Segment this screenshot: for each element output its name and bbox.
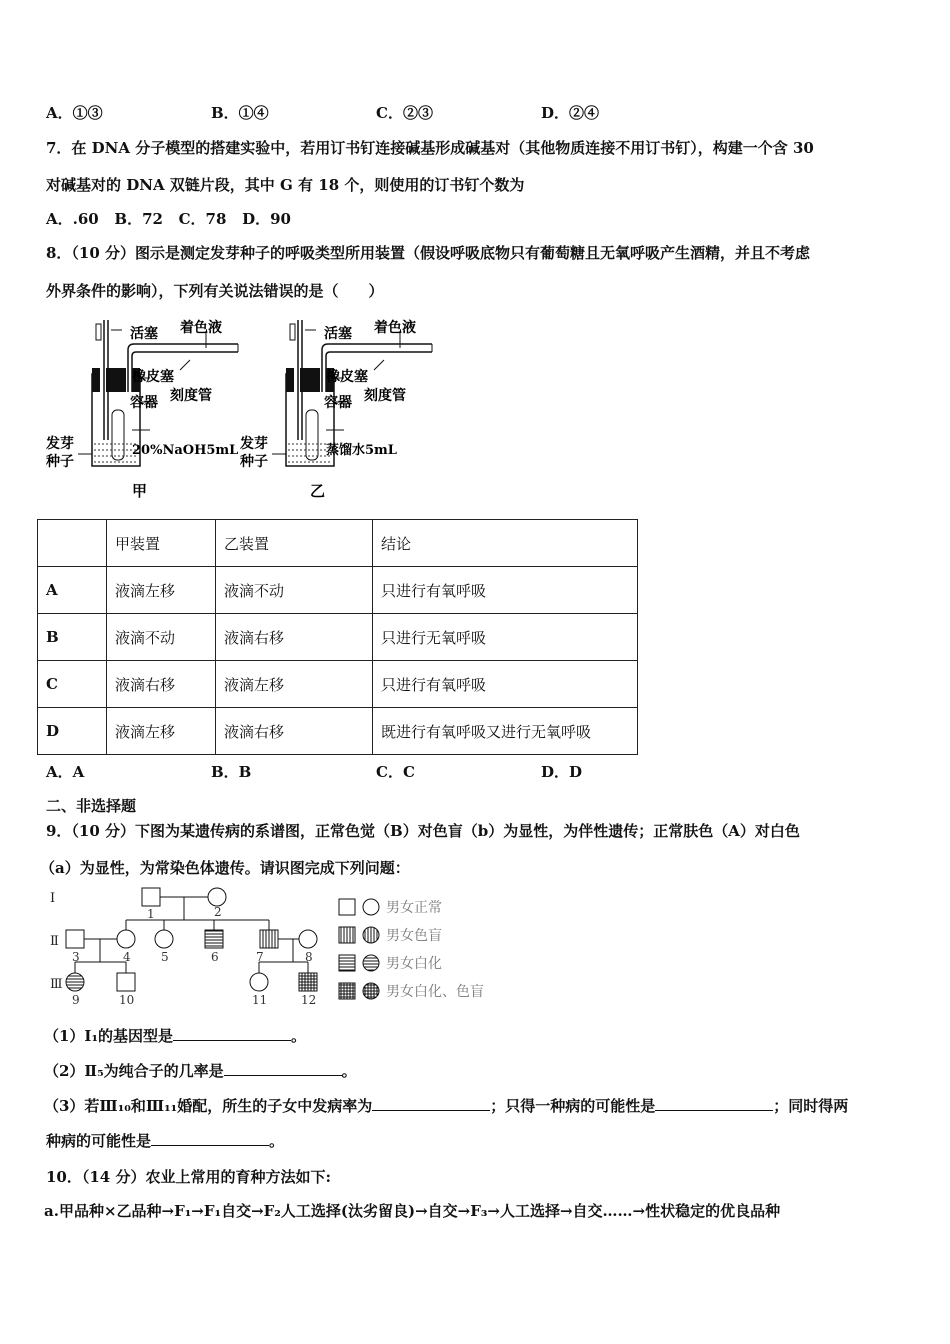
table-cell: 只进行无氧呼吸 (373, 614, 638, 661)
period: 。 (269, 1132, 285, 1150)
table-header-cell: 甲装置 (107, 520, 216, 567)
table-header-cell: 结论 (373, 520, 638, 567)
table-cell: D (38, 708, 107, 755)
q9-sub3-text-d: 种病的可能性是 (46, 1132, 152, 1150)
ped-num-11: 11 (252, 993, 268, 1007)
q9-sub3-text-b: ；只得一种病的可能性是 (490, 1097, 656, 1115)
pedigree-chart (40, 882, 510, 1012)
ped-num-12: 12 (301, 993, 317, 1007)
q9-sub3-cont (46, 1130, 284, 1151)
answer-blank[interactable] (372, 1096, 490, 1111)
gen-label-2: Ⅱ (50, 934, 59, 949)
label-liquid-left: 20%NaOH5mL (132, 443, 239, 458)
answer-blank[interactable] (173, 1026, 291, 1041)
ped-num-5: 5 (161, 950, 169, 964)
q7-line2: 对碱基对的 DNA 双链片段，其中 G 有 18 个，则使用的订书钉个数为 (46, 176, 525, 194)
label-tube-right: 刻度管 (364, 388, 406, 404)
table-cell: 液滴左移 (107, 567, 216, 614)
legend-albino-colorblind: 男女白化、色盲 (386, 984, 484, 1000)
q6-option-b: B．①④ (211, 104, 269, 122)
table-cell: 液滴右移 (107, 661, 216, 708)
ped-num-2: 2 (214, 905, 222, 919)
respiration-apparatus-figure (40, 310, 460, 505)
q9-sub3-text-c: ；同时得两 (773, 1097, 849, 1115)
ped-num-7: 7 (256, 950, 264, 964)
caption-yi: 乙 (310, 482, 326, 500)
q9-sub1-text: （1）Ⅰ₁的基因型是 (44, 1027, 174, 1045)
q8-option-b: B．B (211, 763, 252, 781)
ped-num-1: 1 (147, 907, 155, 921)
label-seeds-right: 发芽种子 (240, 436, 268, 470)
q9-sub3 (44, 1095, 848, 1116)
ped-num-9: 9 (72, 993, 80, 1007)
table-header-cell: 乙装置 (216, 520, 373, 567)
gen-label-3: Ⅲ (50, 977, 63, 992)
q10-line1: 10．（14 分）农业上常用的育种方法如下: (46, 1168, 332, 1186)
table-row (38, 614, 638, 661)
table-row (38, 708, 638, 755)
label-valve-right: 活塞 (324, 326, 352, 342)
table-cell: 液滴不动 (216, 567, 373, 614)
q8-line1: 8．（10 分）图示是测定发芽种子的呼吸类型所用装置（假设呼吸底物只有葡萄糖且无氧呼吸产生酒精，并且不考虑 (46, 244, 811, 262)
q8-line2: 外界条件的影响），下列有关说法错误的是（ ） (46, 282, 384, 300)
answer-blank[interactable] (224, 1061, 342, 1076)
table-cell: 液滴不动 (107, 614, 216, 661)
label-dye-left: 着色液 (180, 320, 222, 336)
table-cell: 液滴右移 (216, 614, 373, 661)
q9-sub2 (44, 1060, 357, 1081)
label-container-left: 容器 (130, 395, 158, 411)
q8-option-a: A．A (46, 763, 85, 781)
legend-normal: 男女正常 (386, 900, 442, 916)
label-tube-left: 刻度管 (170, 388, 212, 404)
label-stopper-left: 橡皮塞 (132, 369, 174, 385)
ped-num-6: 6 (211, 950, 219, 964)
table-row (38, 661, 638, 708)
period: 。 (341, 1062, 357, 1080)
q9-sub2-text: （2）Ⅱ₅为纯合子的几率是 (44, 1062, 224, 1080)
table-cell: 只进行有氧呼吸 (373, 567, 638, 614)
legend-albino: 男女白化 (386, 956, 442, 972)
q6-option-a: A．①③ (46, 104, 103, 122)
legend-colorblind: 男女色盲 (386, 928, 442, 944)
label-seeds-left: 发芽种子 (46, 436, 74, 470)
q9-line1: 9．（10 分）下图为某遗传病的系谱图，正常色觉（B）对色盲（b）为显性，为伴性遗传；正常肤色（A）对白色 (46, 822, 800, 840)
q9-sub1 (44, 1025, 306, 1046)
table-cell: 液滴左移 (107, 708, 216, 755)
label-stopper-right: 橡皮塞 (326, 369, 368, 385)
ped-num-8: 8 (305, 950, 313, 964)
label-container-right: 容器 (324, 395, 352, 411)
gen-label-1: Ⅰ (50, 891, 56, 906)
section-heading: 二、非选择题 (46, 797, 137, 815)
q8-answer-table (37, 519, 638, 755)
caption-jia: 甲 (132, 482, 148, 500)
table-cell: C (38, 661, 107, 708)
q9-line2: （a）为显性，为常染色体遗传。请识图完成下列问题： (40, 859, 410, 877)
q7-line1: 7．在 DNA 分子模型的搭建实验中，若用订书钉连接碱基形成碱基对（其他物质连接不用订书钉），构建一个含 30 (46, 139, 814, 157)
answer-blank[interactable] (655, 1096, 773, 1111)
label-liquid-right: 蒸馏水5mL (326, 443, 397, 458)
table-cell: 液滴右移 (216, 708, 373, 755)
table-cell: 既进行有氧呼吸又进行无氧呼吸 (373, 708, 638, 755)
q9-sub3-text-a: （3）若Ⅲ₁₀和Ⅲ₁₁婚配，所生的子女中发病率为 (44, 1097, 373, 1115)
q8-option-c: C．C (376, 763, 415, 781)
table-cell: 液滴左移 (216, 661, 373, 708)
table-header-row (38, 520, 638, 567)
q10-line2: a.甲品种×乙品种→F₁→F₁自交→F₂人工选择(汰劣留良)→自交→F₃→人工选择→自交……→性状稳定的优良品种 (44, 1202, 781, 1220)
q8-option-d: D．D (541, 763, 583, 781)
label-valve-left: 活塞 (130, 326, 158, 342)
ped-num-4: 4 (123, 950, 131, 964)
table-cell: 只进行有氧呼吸 (373, 661, 638, 708)
ped-num-10: 10 (119, 993, 135, 1007)
q6-option-d: D．②④ (541, 104, 600, 122)
ped-num-3: 3 (72, 950, 80, 964)
period: 。 (291, 1027, 307, 1045)
table-cell: A (38, 567, 107, 614)
table-header-cell (38, 520, 107, 567)
label-dye-right: 着色液 (374, 320, 416, 336)
table-row (38, 567, 638, 614)
table-cell: B (38, 614, 107, 661)
q6-option-c: C．②③ (376, 104, 433, 122)
answer-blank[interactable] (151, 1131, 269, 1146)
q7-options: A．.60 B．72 C．78 D．90 (46, 210, 291, 228)
